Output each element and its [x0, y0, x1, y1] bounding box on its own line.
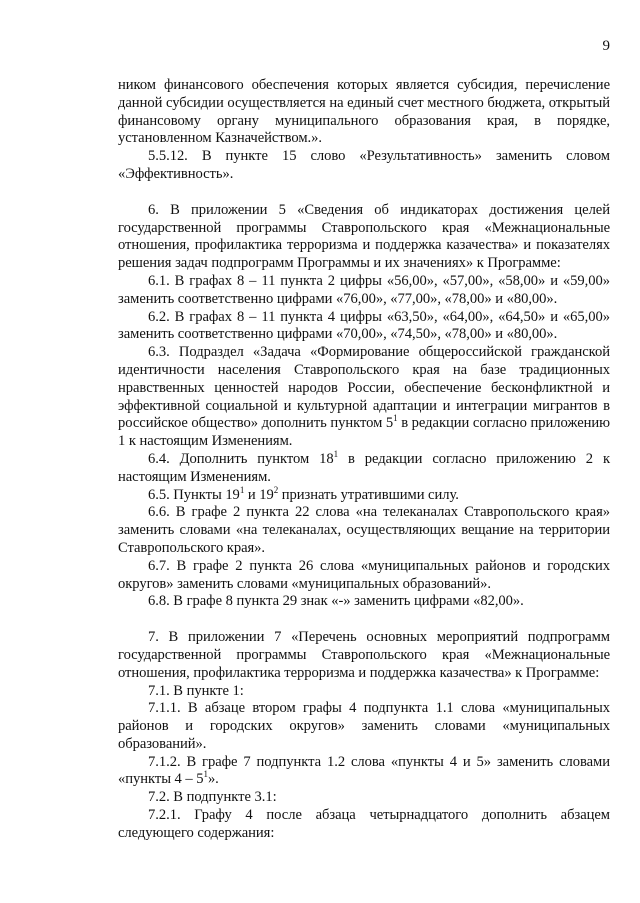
paragraph-continuation: ником финансового обеспечения которых является субсидия, перечисление данной субсидии осуществляется на единый счет местного бюджета, открытый финансовому органу муниципального образования края, в порядке, установленном Казначейством.».	[118, 77, 610, 147]
paragraph-6-5	[118, 484, 610, 505]
page-number: 9	[602, 38, 610, 54]
paragraph-6-5-text-a: 6.5. Пункты 19	[148, 486, 240, 503]
paragraph-6-6: 6.6. В графе 2 пункта 22 слова «на телеканалах Ставропольского края» заменить словами «на телеканалах, осуществляющих вещание на территории Ставропольского края».	[118, 504, 610, 556]
paragraph-6-8: 6.8. В графе 8 пункта 29 знак «-» заменить цифрами «82,00».	[148, 593, 524, 610]
paragraph-6-7: 6.7. В графе 2 пункта 26 слова «муниципальных районов и городских округов» заменить словами «муниципальных образований».	[118, 557, 610, 592]
paragraph-6-3-text-a: 6.3. Подраздел «Задача «Формирование общероссийской гражданской идентичности населения Ставропольского края на базе традиционных нравственных ценностей народов России, обеспечение бесконфликтной и эффективной социальной и культурной адаптации и интеграции мигрантов в российское общество» дополнить пунктом 5	[118, 344, 610, 432]
paragraph-7-1-2-text-a: 7.1.2. В графе 7 подпункта 1.2 слова «пункты 4 и 5» заменить словами «пункты 4 – 5	[118, 753, 610, 788]
paragraph-6-2: 6.2. В графах 8 – 11 пункта 4 цифры «63,50», «64,00», «64,50» и «65,00» заменить соответственно цифрами «70,00», «74,50», «78,00» и «80,00».	[118, 308, 610, 343]
paragraph-7-1-2-text-b: ».	[207, 771, 219, 788]
superscript: 1	[393, 413, 398, 424]
paragraph-7-1-2	[118, 754, 610, 790]
paragraph-6-3-text-b: в редакции согласно приложению 1 к настоящим Изменениям.	[118, 415, 610, 450]
paragraph-7-2-1: 7.2.1. Графу 4 после абзаца четырнадцатого дополнить абзацем следующего содержания:	[118, 807, 610, 841]
superscript: 1	[239, 484, 245, 495]
superscript: 1	[333, 449, 339, 460]
paragraph-6-5-text-c: признать утратившими силу.	[278, 486, 459, 503]
paragraph-6-1: 6.1. В графах 8 – 11 пункта 2 цифры «56,00», «57,00», «58,00» и «59,00» заменить соответственно цифрами «76,00», «77,00», «78,00» и «80,00».	[118, 272, 610, 307]
paragraph-6-4-text-b: в редакции согласно приложению 2 к настоящим Изменениям.	[118, 450, 610, 485]
superscript: 2	[273, 484, 279, 495]
paragraph-6-5-text-b: и 19	[244, 486, 274, 503]
superscript: 1	[203, 769, 208, 780]
paragraph-6: 6. В приложении 5 «Сведения об индикаторах достижения целей государственной программы Ставропольского края «Межнациональные отношения, профилактика терроризма и поддержка казачества» и показателях решения задач подпрограмм Программы и их значениях» к Программе:	[118, 201, 610, 272]
paragraph-7: 7. В приложении 7 «Перечень основных мероприятий подпрограмм государственной программы Ставропольского края «Межнациональные отношения, профилактика терроризма и поддержка казачества» к Программе:	[118, 629, 610, 681]
paragraph-6-4-text-a: 6.4. Дополнить пунктом 18	[148, 450, 334, 467]
paragraph-6-3	[118, 344, 610, 451]
paragraph-7-1: 7.1. В пункте 1:	[148, 682, 244, 699]
paragraph-7-2: 7.2. В подпункте 3.1:	[148, 789, 277, 806]
paragraph-6-4	[118, 451, 610, 487]
document-body	[118, 77, 610, 843]
paragraph-5-5-12: 5.5.12. В пункте 15 слово «Результативность» заменить словом «Эффективность».	[118, 148, 610, 182]
paragraph-7-1-1: 7.1.1. В абзаце втором графы 4 подпункта 1.1 слова «муниципальных районов и городских округов» заменить словами «муниципальных образований».	[118, 700, 610, 752]
